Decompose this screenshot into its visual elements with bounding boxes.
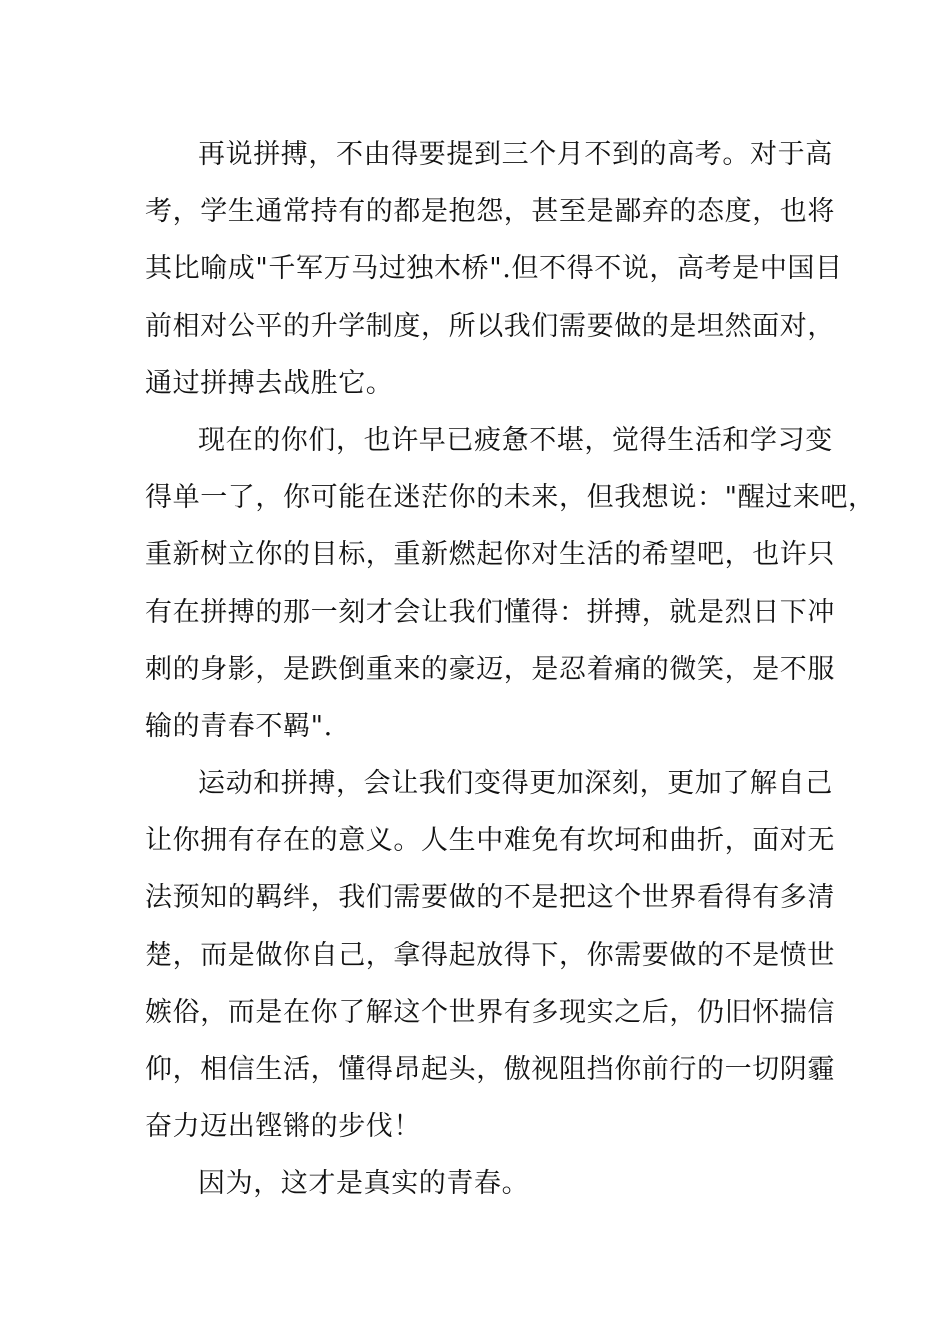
paragraph-1-line-5: 通过拼搏去战胜它。: [145, 367, 394, 399]
paragraph-3-line-7: 奋力迈出铿锵的步伐！: [145, 1111, 421, 1143]
paragraph-2-line-3: 重新树立你的目标，重新燃起你对生活的希望吧，也许只: [145, 539, 835, 571]
paragraph-1-line-4: 前相对公平的升学制度，所以我们需要做的是坦然面对，: [145, 310, 835, 342]
paragraph-3-line-3: 法预知的羁绊，我们需要做的不是把这个世界看得有多清: [145, 882, 835, 914]
paragraph-3-line-2: 让你拥有存在的意义。人生中难免有坎坷和曲折，面对无: [145, 825, 835, 857]
paragraph-1-line-1: 再说拼搏，不由得要提到三个月不到的高考。对于高: [198, 139, 833, 170]
paragraph-3-line-6: 仰，相信生活，懂得昂起头，傲视阻挡你前行的一切阴霾: [145, 1054, 835, 1085]
paragraph-3-line-4: 楚，而是做你自己，拿得起放得下，你需要做的不是愤世: [145, 939, 835, 971]
paragraph-1-line-3: 其比喻成"千军万马过独木桥".但不得不说，高考是中国目: [145, 253, 843, 285]
paragraph-2-line-4: 有在拼搏的那一刻才会让我们懂得：拼搏，就是烈日下冲: [145, 596, 835, 628]
paragraph-2-line-5: 刺的身影，是跌倒重来的豪迈，是忍着痛的微笑，是不服: [145, 653, 835, 685]
paragraph-2-line-6: 输的青春不羁".: [145, 710, 333, 742]
paragraph-3-line-1: 运动和拼搏，会让我们变得更加深刻，更加了解自己: [198, 768, 833, 800]
paragraph-2-line-2: 得单一了，你可能在迷茫你的未来，但我想说："醒过来吧，: [145, 482, 876, 514]
paragraph-1-line-2: 考，学生通常持有的都是抱怨，甚至是鄙弃的态度，也将: [145, 196, 835, 228]
paragraph-3-line-5: 嫉俗，而是在你了解这个世界有多现实之后，仍旧怀揣信: [145, 996, 835, 1028]
document-body: [145, 126, 876, 1213]
paragraph-2-line-1: 现在的你们，也许早已疲惫不堪，觉得生活和学习变: [198, 424, 833, 456]
paragraph-4-line-1: 因为，这才是真实的青春。: [198, 1168, 530, 1200]
